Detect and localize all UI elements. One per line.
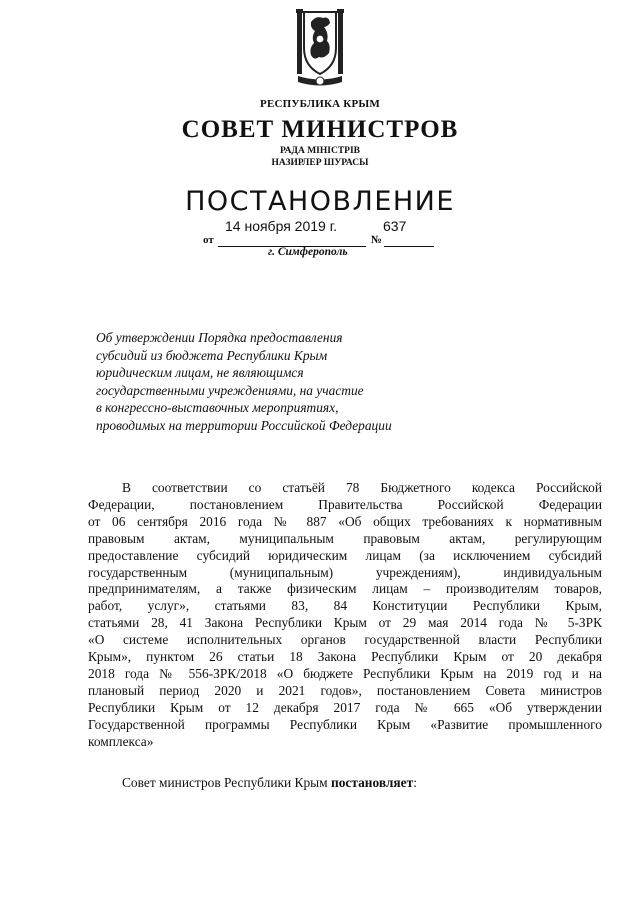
date-prefix: от: [203, 234, 214, 246]
decree-statement: Совет министров Республики Крым постановляет:: [122, 775, 417, 790]
preamble-paragraph: [88, 480, 602, 751]
council-title: СОВЕТ МИНИСТРОВ: [181, 116, 459, 143]
body-line: комплекса»: [88, 733, 154, 749]
body-line: Федерации, постановлением Правительства Российской Федерации: [88, 496, 602, 512]
subject-line: юридическим лицам, не являющимся: [96, 365, 304, 381]
subject-line: в конгрессно-выставочных мероприятиях,: [96, 400, 339, 416]
document-city: г. Симферополь: [268, 246, 348, 258]
coat-of-arms-icon: [296, 6, 344, 92]
subject-line: Об утверждении Порядка предоставления: [96, 330, 343, 345]
body-line: работ, услуг», статьями 83, 84 Конституции Республики Крым,: [88, 598, 602, 614]
subject-line: проводимых на территории Российской Федерации: [96, 417, 392, 433]
republic-name: РЕСПУБЛИКА КРЫМ: [260, 98, 380, 110]
body-line: Республики Крым от 12 декабря 2017 года № 665 «Об утверждении: [88, 699, 602, 715]
document-type: ПОСТАНОВЛЕНИЕ: [185, 186, 455, 217]
number-prefix: №: [371, 234, 383, 246]
body-line: Государственной программы Республики Крым «Развитие промышленного: [88, 716, 602, 732]
document-subject: [96, 329, 456, 435]
body-line: плановый период 2020 и 2021 годов», постановлением Совета министров: [88, 682, 602, 698]
council-title-crimean-tatar: НАЗИРЛЕР ШУРАСЫ: [271, 158, 369, 168]
decree-lead: Совет министров Республики Крым: [122, 775, 328, 790]
body-line: «О системе исполнительных органов государственной власти Республики: [88, 632, 602, 648]
number-underline: [384, 246, 434, 247]
subject-line: государственными учреждениями, на участие: [96, 382, 364, 398]
body-line: статьями 28, 41 Закона Республики Крым от 29 мая 2014 года № 5-ЗРК: [88, 615, 602, 631]
decree-verb: постановляет: [331, 775, 414, 790]
body-line: предоставление субсидий юридическим лицам (за исключением субсидий: [88, 547, 602, 563]
body-line: В соответствии со статьёй 78 Бюджетного кодекса Российской: [122, 480, 602, 495]
body-line: правовым актам, муниципальным правовым актам, регулирующим: [88, 530, 602, 546]
council-title-ukrainian: РАДА МІНІСТРІВ: [279, 146, 360, 156]
body-line: Крым», пунктом 26 статьи 18 Закона Республики Крым от 20 декабря: [88, 649, 602, 665]
body-line: от 06 сентября 2016 года № 887 «Об общих требованиях к нормативным: [88, 513, 602, 529]
body-line: предпринимателям, а также физическим лицам – производителям товаров,: [88, 581, 602, 597]
body-line: государственным (муниципальным) учреждениям), индивидуальным: [88, 564, 602, 580]
document-number: 637: [383, 218, 407, 234]
subject-line: субсидий из бюджета Республики Крым: [96, 347, 328, 363]
document-date: 14 ноября 2019 г.: [225, 218, 337, 234]
body-line: 2018 года № 556-ЗРК/2018 «О бюджете Республики Крым на 2019 год и на: [88, 665, 602, 681]
